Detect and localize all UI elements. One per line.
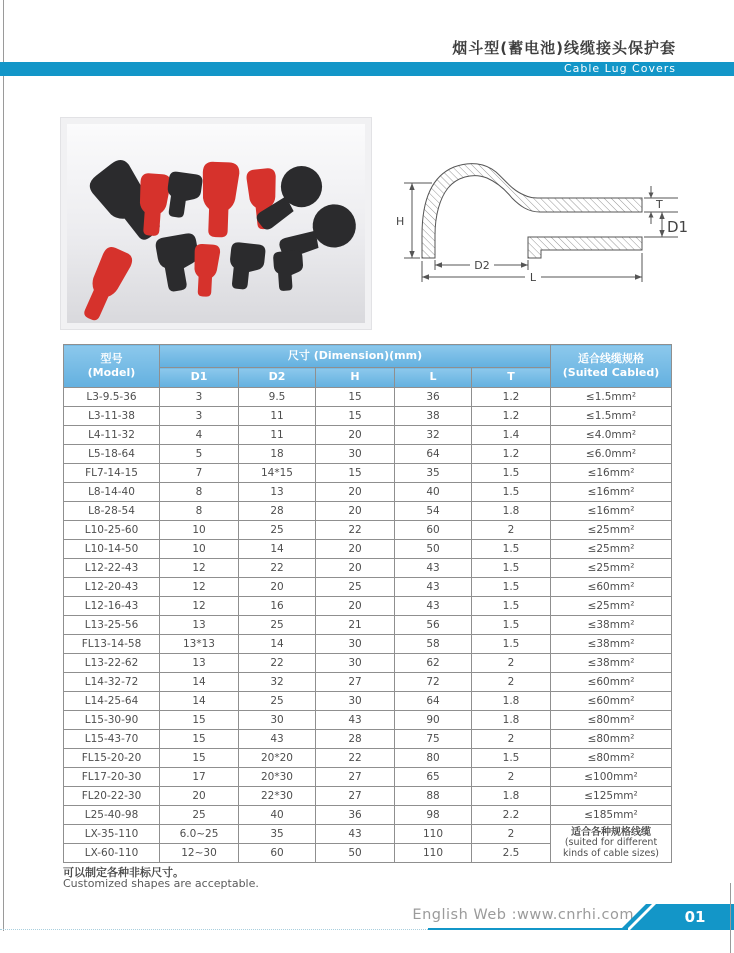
cell-h: 20	[316, 426, 395, 445]
cell-model: FL17-20-30	[64, 768, 160, 787]
cell-d2: 32	[239, 673, 316, 692]
model-header-zh: 型号	[100, 352, 123, 366]
cell-suited-merged	[551, 825, 672, 863]
left-margin-rule	[3, 0, 4, 931]
cell-h: 20	[316, 483, 395, 502]
suited-header-zh: 适合线缆规格	[578, 352, 644, 366]
cell-l: 62	[395, 654, 472, 673]
cell-d2: 22	[239, 654, 316, 673]
cell-model: FL15-20-20	[64, 749, 160, 768]
website-link[interactable]: English Web :www.cnrhi.com	[412, 907, 634, 923]
cell-d1: 7	[160, 464, 239, 483]
cell-t: 1.5	[472, 464, 551, 483]
merged-suited-line: 适合各种规格线缆	[571, 826, 651, 838]
cell-t: 1.5	[472, 483, 551, 502]
cell-d2: 13	[239, 483, 316, 502]
cell-t: 1.8	[472, 692, 551, 711]
cell-suited: ≤4.0mm²	[551, 426, 672, 445]
cell-suited: ≤25mm²	[551, 597, 672, 616]
cell-d1: 12	[160, 578, 239, 597]
cell-h: 30	[316, 445, 395, 464]
cell-t: 2	[472, 768, 551, 787]
cell-l: 38	[395, 407, 472, 426]
cell-model: FL7-14-15	[64, 464, 160, 483]
cell-l: 43	[395, 559, 472, 578]
spec-table-header	[64, 345, 672, 388]
cell-d1: 20	[160, 787, 239, 806]
cell-suited: ≤6.0mm²	[551, 445, 672, 464]
cell-t: 2	[472, 673, 551, 692]
cell-d1: 13	[160, 654, 239, 673]
cell-model: L12-22-43	[64, 559, 160, 578]
cell-l: 65	[395, 768, 472, 787]
cell-t: 2	[472, 654, 551, 673]
col-header-suited	[551, 345, 672, 388]
cell-model: L12-16-43	[64, 597, 160, 616]
lug-cover-shape	[227, 242, 266, 292]
cell-suited: ≤60mm²	[551, 673, 672, 692]
cell-h: 21	[316, 616, 395, 635]
cell-d1: 17	[160, 768, 239, 787]
cell-d1: 12	[160, 597, 239, 616]
cell-d2: 16	[239, 597, 316, 616]
cell-h: 15	[316, 388, 395, 407]
table-row	[64, 540, 672, 559]
cell-model: L14-25-64	[64, 692, 160, 711]
cell-t: 2	[472, 825, 551, 844]
lug-cover-shape	[192, 244, 220, 298]
cell-h: 30	[316, 692, 395, 711]
cell-h: 43	[316, 711, 395, 730]
suited-header-en: (Suited Cabled)	[562, 366, 660, 379]
table-row	[64, 521, 672, 540]
table-row	[64, 407, 672, 426]
cell-l: 110	[395, 844, 472, 863]
col-header-l: L	[395, 368, 472, 388]
cell-d2: 60	[239, 844, 316, 863]
cell-suited: ≤125mm²	[551, 787, 672, 806]
lug-cover-shape	[201, 161, 240, 237]
merged-suited-line: (suited for different	[564, 837, 658, 849]
cell-model: L15-43-70	[64, 730, 160, 749]
product-photo-background	[67, 124, 365, 323]
cell-h: 22	[316, 749, 395, 768]
cell-t: 1.5	[472, 635, 551, 654]
col-header-model	[64, 345, 160, 388]
cell-l: 58	[395, 635, 472, 654]
cell-d1: 15	[160, 749, 239, 768]
col-header-h: H	[316, 368, 395, 388]
cell-h: 25	[316, 578, 395, 597]
cell-d2: 28	[239, 502, 316, 521]
cell-l: 90	[395, 711, 472, 730]
cell-d2: 35	[239, 825, 316, 844]
cell-d1: 15	[160, 711, 239, 730]
cell-h: 15	[316, 464, 395, 483]
cell-d1: 5	[160, 445, 239, 464]
cell-d2: 11	[239, 407, 316, 426]
cell-l: 98	[395, 806, 472, 825]
col-header-d1: D1	[160, 368, 239, 388]
dim-label-l: L	[529, 271, 537, 284]
table-row	[64, 616, 672, 635]
cell-d2: 25	[239, 521, 316, 540]
table-row	[64, 635, 672, 654]
cell-h: 30	[316, 654, 395, 673]
cell-l: 110	[395, 825, 472, 844]
cell-l: 60	[395, 521, 472, 540]
cell-d2: 43	[239, 730, 316, 749]
col-header-d2: D2	[239, 368, 316, 388]
table-row	[64, 426, 672, 445]
cell-model: L10-14-50	[64, 540, 160, 559]
cell-suited: ≤1.5mm²	[551, 407, 672, 426]
cell-suited: ≤80mm²	[551, 749, 672, 768]
cell-model: L4-11-32	[64, 426, 160, 445]
cell-suited: ≤25mm²	[551, 559, 672, 578]
cell-d2: 25	[239, 692, 316, 711]
table-row	[64, 445, 672, 464]
table-row	[64, 730, 672, 749]
cell-model: FL13-14-58	[64, 635, 160, 654]
table-row	[64, 597, 672, 616]
cell-d1: 8	[160, 502, 239, 521]
dimension-diagram	[390, 140, 700, 310]
cell-h: 15	[316, 407, 395, 426]
lug-cover-shape	[77, 244, 135, 323]
cell-d2: 14*15	[239, 464, 316, 483]
table-row	[64, 787, 672, 806]
cell-suited: ≤25mm²	[551, 540, 672, 559]
cell-l: 56	[395, 616, 472, 635]
cell-d1: 15	[160, 730, 239, 749]
cell-suited: ≤16mm²	[551, 483, 672, 502]
table-row	[64, 483, 672, 502]
cell-l: 50	[395, 540, 472, 559]
cell-model: L14-32-72	[64, 673, 160, 692]
cell-suited: ≤16mm²	[551, 464, 672, 483]
note-chinese: 可以制定各种非标尺寸。	[63, 866, 184, 879]
cell-d2: 20*30	[239, 768, 316, 787]
cell-l: 32	[395, 426, 472, 445]
cell-h: 28	[316, 730, 395, 749]
lug-cover-shape	[273, 250, 305, 291]
cell-suited: ≤16mm²	[551, 502, 672, 521]
cell-h: 27	[316, 768, 395, 787]
table-row	[64, 692, 672, 711]
spec-table	[63, 344, 672, 863]
cell-t: 1.8	[472, 502, 551, 521]
page-title-english: Cable Lug Covers	[563, 62, 676, 75]
cell-t: 2.5	[472, 844, 551, 863]
cover-wall-lower	[528, 237, 642, 258]
cell-t: 1.5	[472, 540, 551, 559]
cell-d2: 14	[239, 635, 316, 654]
dim-label-t: T	[656, 198, 663, 211]
cell-model: L8-28-54	[64, 502, 160, 521]
cell-d1: 13*13	[160, 635, 239, 654]
cell-d1: 25	[160, 806, 239, 825]
lug-covers-illustration	[67, 124, 365, 323]
cell-model: L12-20-43	[64, 578, 160, 597]
table-row	[64, 711, 672, 730]
cell-model: L25-40-98	[64, 806, 160, 825]
cell-l: 43	[395, 578, 472, 597]
cell-suited: ≤60mm²	[551, 578, 672, 597]
cell-t: 1.2	[472, 407, 551, 426]
cell-d2: 25	[239, 616, 316, 635]
product-photo	[60, 117, 372, 330]
cell-d1: 14	[160, 673, 239, 692]
table-row	[64, 559, 672, 578]
cell-suited: ≤80mm²	[551, 711, 672, 730]
cell-model: L15-30-90	[64, 711, 160, 730]
cell-l: 72	[395, 673, 472, 692]
cell-l: 43	[395, 597, 472, 616]
cell-suited: ≤38mm²	[551, 616, 672, 635]
cell-d2: 40	[239, 806, 316, 825]
cell-model: L3-9.5-36	[64, 388, 160, 407]
cell-suited: ≤100mm²	[551, 768, 672, 787]
cell-h: 43	[316, 825, 395, 844]
cell-l: 80	[395, 749, 472, 768]
cell-d1: 13	[160, 616, 239, 635]
cell-d1: 14	[160, 692, 239, 711]
footer-dotted-rule	[0, 929, 428, 930]
cell-d1: 10	[160, 521, 239, 540]
cell-d2: 22	[239, 559, 316, 578]
cell-t: 2.2	[472, 806, 551, 825]
cell-model: L13-25-56	[64, 616, 160, 635]
page-title-chinese: 烟斗型(蓄电池)线缆接头保护套	[452, 39, 676, 57]
cell-h: 27	[316, 673, 395, 692]
cell-d2: 18	[239, 445, 316, 464]
cell-l: 64	[395, 692, 472, 711]
cell-l: 54	[395, 502, 472, 521]
cell-suited: ≤80mm²	[551, 730, 672, 749]
cell-model: L5-18-64	[64, 445, 160, 464]
cell-h: 20	[316, 502, 395, 521]
cell-model: L13-22-62	[64, 654, 160, 673]
header-accent-band	[0, 62, 734, 76]
cell-suited: ≤1.5mm²	[551, 388, 672, 407]
cell-suited: ≤60mm²	[551, 692, 672, 711]
cell-d2: 30	[239, 711, 316, 730]
cell-d1: 12~30	[160, 844, 239, 863]
cell-d2: 20	[239, 578, 316, 597]
cell-h: 30	[316, 635, 395, 654]
cell-suited: ≤185mm²	[551, 806, 672, 825]
dim-label-d1: D1	[667, 218, 689, 236]
cell-model: L10-25-60	[64, 521, 160, 540]
cell-d1: 8	[160, 483, 239, 502]
dim-label-d2: D2	[474, 259, 490, 272]
footer-accent-rule	[428, 928, 628, 930]
cell-t: 1.5	[472, 616, 551, 635]
cell-model: FL20-22-30	[64, 787, 160, 806]
cell-l: 75	[395, 730, 472, 749]
cell-t: 2	[472, 730, 551, 749]
table-row	[64, 578, 672, 597]
cell-t: 1.8	[472, 787, 551, 806]
spec-table-body	[64, 388, 672, 863]
col-header-t: T	[472, 368, 551, 388]
cell-h: 22	[316, 521, 395, 540]
cell-d1: 3	[160, 407, 239, 426]
cell-d2: 22*30	[239, 787, 316, 806]
cell-d1: 3	[160, 388, 239, 407]
table-row	[64, 806, 672, 825]
cell-d2: 9.5	[239, 388, 316, 407]
cell-t: 1.5	[472, 578, 551, 597]
cell-h: 20	[316, 540, 395, 559]
cell-suited: ≤38mm²	[551, 635, 672, 654]
cell-t: 1.5	[472, 597, 551, 616]
note-english: Customized shapes are acceptable.	[63, 877, 259, 890]
cell-model: LX-35-110	[64, 825, 160, 844]
cell-d2: 14	[239, 540, 316, 559]
right-margin-rule	[730, 883, 731, 953]
cell-t: 1.5	[472, 749, 551, 768]
cell-model: L3-11-38	[64, 407, 160, 426]
merged-suited-line: kinds of cable sizes)	[563, 848, 659, 860]
cell-h: 27	[316, 787, 395, 806]
cell-h: 36	[316, 806, 395, 825]
cell-d1: 10	[160, 540, 239, 559]
cell-d1: 4	[160, 426, 239, 445]
cell-t: 1.2	[472, 445, 551, 464]
table-row	[64, 825, 672, 844]
cell-l: 88	[395, 787, 472, 806]
cell-l: 36	[395, 388, 472, 407]
cell-d2: 11	[239, 426, 316, 445]
cell-h: 50	[316, 844, 395, 863]
table-row	[64, 749, 672, 768]
table-row	[64, 673, 672, 692]
table-row	[64, 502, 672, 521]
cell-h: 20	[316, 597, 395, 616]
cell-model: L8-14-40	[64, 483, 160, 502]
model-header-en: (Model)	[87, 366, 136, 379]
cell-t: 1.2	[472, 388, 551, 407]
col-header-dimension: 尺寸 (Dimension)(mm)	[160, 345, 551, 368]
dim-label-h: H	[396, 215, 405, 228]
table-row	[64, 654, 672, 673]
cell-l: 64	[395, 445, 472, 464]
page-number-banner	[616, 904, 734, 930]
cell-suited: ≤25mm²	[551, 521, 672, 540]
cell-t: 1.4	[472, 426, 551, 445]
cell-suited: ≤38mm²	[551, 654, 672, 673]
table-row	[64, 768, 672, 787]
cell-t: 2	[472, 521, 551, 540]
cell-l: 35	[395, 464, 472, 483]
lug-cover-shape	[164, 171, 203, 220]
cell-d1: 12	[160, 559, 239, 578]
cell-d1: 6.0~25	[160, 825, 239, 844]
table-row	[64, 464, 672, 483]
cell-h: 20	[316, 559, 395, 578]
cell-t: 1.8	[472, 711, 551, 730]
table-row	[64, 388, 672, 407]
cell-l: 40	[395, 483, 472, 502]
cell-model: LX-60-110	[64, 844, 160, 863]
page-number: 01	[684, 908, 706, 926]
cell-d2: 20*20	[239, 749, 316, 768]
cell-t: 1.5	[472, 559, 551, 578]
